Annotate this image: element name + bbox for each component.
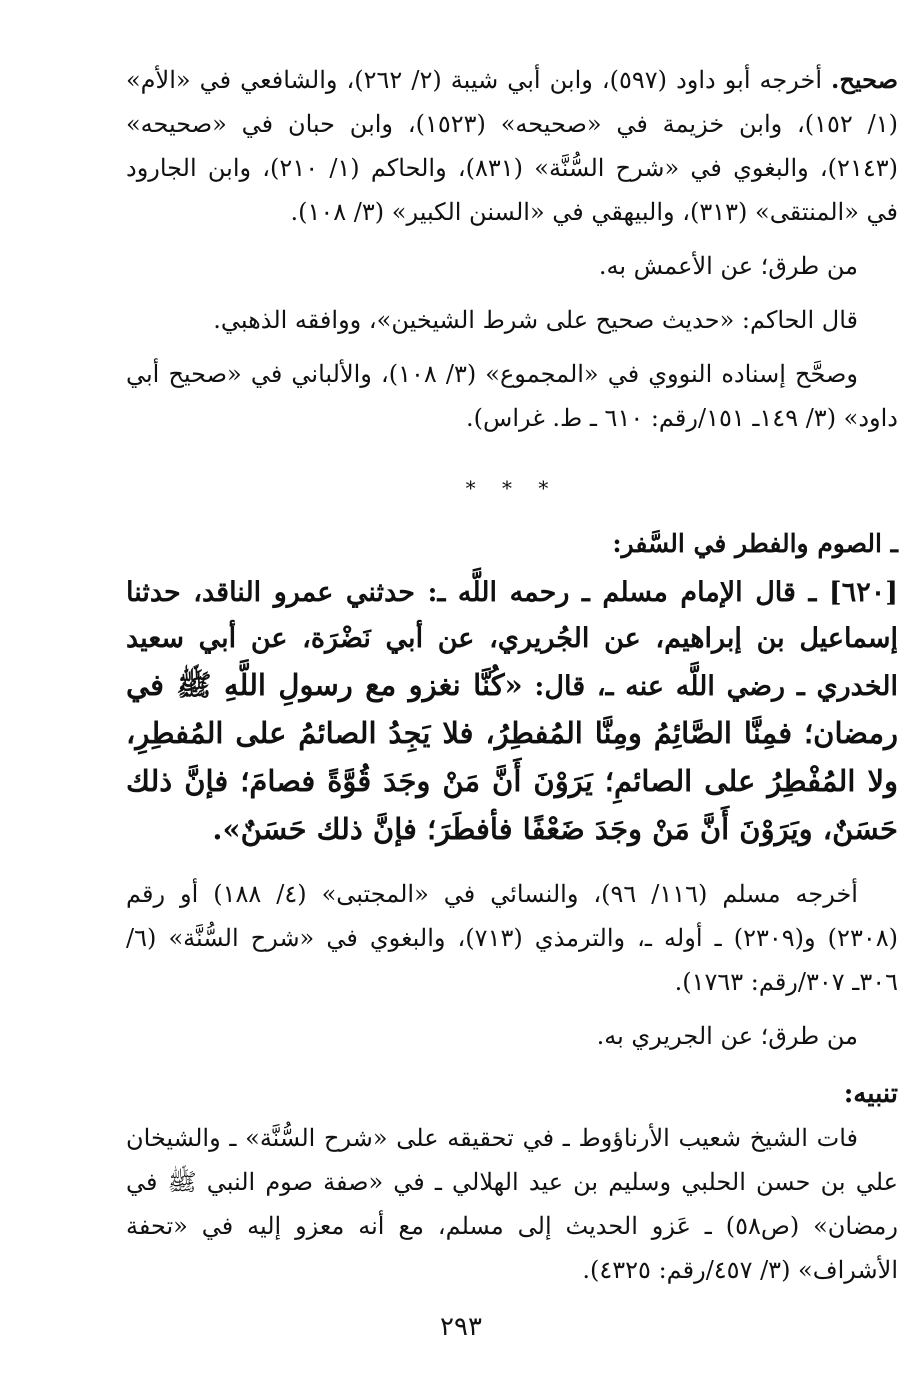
authentication-paragraph: وصحَّح إسناده النووي في «المجموع» (٣/ ١٠٨)، والألباني في «صحيح أبي داود» (٣/ ١٤٩ـ ١٥١/رقم: ٦١٠ ـ ط. غراس). xyxy=(126,360,898,432)
section-separator: * * * xyxy=(465,476,559,500)
takhrij-paragraph-2: أخرجه مسلم (١١٦/ ٩٦)، والنسائي في «المجتبى» (٤/ ١٨٨) أو رقم (٢٣٠٨) و(٢٣٠٩) ـ أوله ـ، والترمذي (٧١٣)، والبغوي في «شرح السُّنَّة» (٦/ ٣٠٦ـ ٣٠٧/رقم: ١٧٦٣). xyxy=(126,880,898,996)
grading-label: صحيح. xyxy=(831,65,898,94)
hadith-isnad: [٦٢٠] ـ قال الإمام مسلم ـ رحمه اللَّه ـ: حدثني عمرو الناقد، حدثنا إسماعيل بن إبراهيم، عن الجُريري، عن أبي نَضْرَة، عن أبي سعيد الخدري ـ رضي اللَّه عنه ـ، قال: xyxy=(126,577,898,702)
hadith-text: «كُنَّا نغزو مع رسولِ اللَّهِ ﷺ في رمضان؛ فمِنَّا الصَّائِمُ ومِنَّا المُفطِرُ، فلا يَجِدُ الصائمُ على المُفطِرِ، ولا المُفْطِرُ على الصائمِ؛ يَرَوْنَ أَنَّ مَنْ وجَدَ قُوَّةً فصامَ؛ فإنَّ ذلك حَسَنٌ، ويَرَوْنَ أَنَّ مَنْ وجَدَ ضَعْفًا فأفطَرَ؛ فإنَّ ذلك حَسَنٌ». xyxy=(126,668,898,846)
note-heading: تنبيه: xyxy=(843,1079,898,1109)
page-body xyxy=(126,58,898,1292)
takhrij-paragraph-1 xyxy=(126,58,898,234)
page-number: ٢٩٣ xyxy=(440,1312,482,1342)
note-body: فات الشيخ شعيب الأرناؤوط ـ في تحقيقه على «شرح السُّنَّة» ـ والشيخان علي بن حسن الحلبي وسليم بن عيد الهلالي ـ في «صفة صوم النبي ﷺ في رمضان» (ص٥٨) ـ عَزو الحديث إلى مسلم، مع أنه معزو إليه في «تحفة الأشراف» (٣/ ٤٥٧/رقم: ٤٣٢٥). xyxy=(126,1124,899,1284)
routes-paragraph-1: من طرق؛ عن الأعمش به. xyxy=(598,252,858,280)
takhrij-paragraph-1-text: أخرجه أبو داود (٥٩٧)، وابن أبي شيبة (٢/ ٢٦٢)، والشافعي في «الأم» (١/ ١٥٢)، وابن خزيمة في «صحيحه» (١٥٢٣)، وابن حبان في «صحيحه» (٢١٤٣)، والبغوي في «شرح السُّنَّة» (٨٣١)، والحاكم (١/ ٢١٠)، وابن الجارود في «المنتقى» (٣١٣)، والبيهقي في «السنن الكبير» (٣/ ١٠٨). xyxy=(126,66,898,226)
hadith-620 xyxy=(126,570,898,854)
section-heading: ـ الصوم والفطر في السَّفر: xyxy=(612,529,898,558)
hakim-statement: قال الحاكم: «حديث صحيح على شرط الشيخين»، ووافقه الذهبي. xyxy=(213,306,858,334)
routes-paragraph-2: من طرق؛ عن الجريري به. xyxy=(596,1022,858,1050)
